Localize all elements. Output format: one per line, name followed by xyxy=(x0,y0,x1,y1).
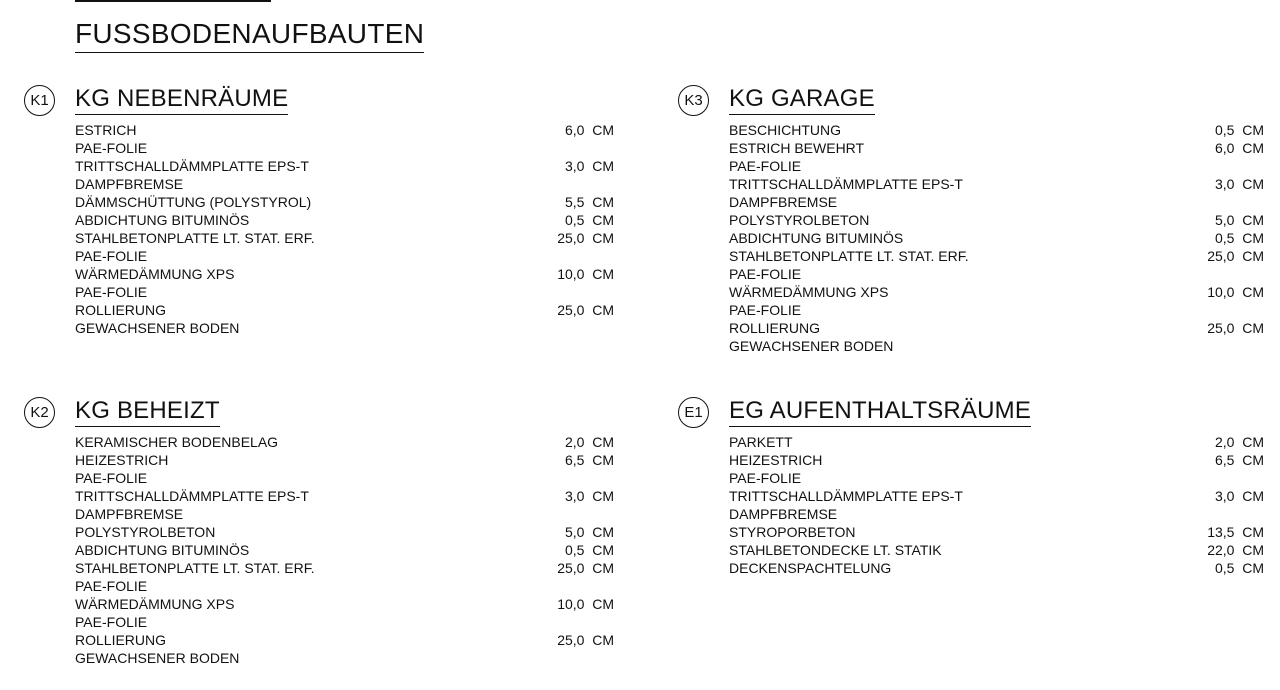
layer-name: PAE-FOLIE xyxy=(75,614,148,630)
layer-row xyxy=(75,157,614,175)
layer-row xyxy=(75,631,614,649)
layer-row xyxy=(75,121,614,139)
layer-name: WÄRMEDÄMMUNG XPS xyxy=(75,266,235,282)
layer-name: DECKENSPACHTELUNG xyxy=(729,560,892,576)
layer-name: ABDICHTUNG BITUMINÖS xyxy=(75,212,250,228)
layer-row xyxy=(729,283,1264,301)
layer-row xyxy=(75,193,614,211)
layer-thickness: 25,0 CM xyxy=(557,302,614,318)
layer-row xyxy=(729,265,1264,283)
layer-list xyxy=(75,433,614,667)
layer-row xyxy=(729,523,1264,541)
layer-name: PARKETT xyxy=(729,434,793,450)
layer-name: PAE-FOLIE xyxy=(75,140,148,156)
layer-thickness: 6,0 CM xyxy=(1214,140,1264,156)
layer-name: GEWACHSENER BODEN xyxy=(75,320,240,336)
layer-row xyxy=(729,487,1264,505)
layer-row xyxy=(729,505,1264,523)
section-header xyxy=(24,397,614,431)
layer-name: STAHLBETONPLATTE LT. STAT. ERF. xyxy=(75,560,315,576)
layer-row xyxy=(729,157,1264,175)
section-header xyxy=(678,397,1264,431)
layer-thickness: 5,0 CM xyxy=(564,524,614,540)
layer-name: DAMPFBREMSE xyxy=(75,176,184,192)
layer-row xyxy=(729,247,1264,265)
layer-name: POLYSTYROLBETON xyxy=(75,524,216,540)
layer-row xyxy=(75,433,614,451)
layer-row xyxy=(729,193,1264,211)
layer-name: GEWACHSENER BODEN xyxy=(729,338,894,354)
section-badge: E1 xyxy=(678,397,709,428)
layer-row xyxy=(75,301,614,319)
layer-name: ABDICHTUNG BITUMINÖS xyxy=(729,230,904,246)
section-title: EG AUFENTHALTSRÄUME xyxy=(729,397,1031,427)
layer-thickness: 6,5 CM xyxy=(564,452,614,468)
layer-row xyxy=(75,175,614,193)
layer-name: STAHLBETONPLATTE LT. STAT. ERF. xyxy=(729,248,969,264)
layer-thickness: 0,5 CM xyxy=(1214,122,1264,138)
layer-thickness: 25,0 CM xyxy=(557,230,614,246)
layer-name: HEIZESTRICH xyxy=(729,452,823,468)
section-title: KG BEHEIZT xyxy=(75,397,220,427)
layer-thickness: 0,5 CM xyxy=(564,212,614,228)
layer-row xyxy=(75,541,614,559)
layer-row xyxy=(729,301,1264,319)
layer-name: HEIZESTRICH xyxy=(75,452,169,468)
section-k3 xyxy=(678,85,1264,355)
layer-name: WÄRMEDÄMMUNG XPS xyxy=(729,284,889,300)
layer-row xyxy=(729,451,1264,469)
layer-name: DAMPFBREMSE xyxy=(729,194,838,210)
layer-thickness: 6,0 CM xyxy=(564,122,614,138)
layer-name: PAE-FOLIE xyxy=(729,158,802,174)
section-badge: K2 xyxy=(24,397,55,428)
page-title: FUSSBODENAUFBAUTEN xyxy=(75,18,424,53)
section-k1 xyxy=(24,85,614,337)
layer-name: PAE-FOLIE xyxy=(729,470,802,486)
layer-row xyxy=(75,247,614,265)
layer-thickness: 22,0 CM xyxy=(1207,542,1264,558)
layer-row xyxy=(729,433,1264,451)
layer-name: WÄRMEDÄMMUNG XPS xyxy=(75,596,235,612)
layer-name: TRITTSCHALLDÄMMPLATTE EPS-T xyxy=(729,176,963,192)
layer-thickness: 13,5 CM xyxy=(1207,524,1264,540)
layer-name: ROLLIERUNG xyxy=(75,632,167,648)
layer-thickness: 25,0 CM xyxy=(557,560,614,576)
layer-name: ESTRICH BEWEHRT xyxy=(729,140,865,156)
layer-thickness: 6,5 CM xyxy=(1214,452,1264,468)
layer-name: BESCHICHTUNG xyxy=(729,122,842,138)
top-rule xyxy=(75,0,271,2)
layer-row xyxy=(75,451,614,469)
layer-thickness: 25,0 CM xyxy=(1207,320,1264,336)
layer-row xyxy=(75,265,614,283)
layer-name: TRITTSCHALLDÄMMPLATTE EPS-T xyxy=(729,488,963,504)
layer-row xyxy=(75,523,614,541)
layer-name: DAMPFBREMSE xyxy=(75,506,184,522)
layer-name: DAMPFBREMSE xyxy=(729,506,838,522)
layer-row xyxy=(75,469,614,487)
layer-thickness: 2,0 CM xyxy=(564,434,614,450)
layer-row xyxy=(729,175,1264,193)
layer-name: PAE-FOLIE xyxy=(729,266,802,282)
layer-thickness: 0,5 CM xyxy=(1214,230,1264,246)
layer-row xyxy=(729,559,1264,577)
layer-thickness: 3,0 CM xyxy=(1214,176,1264,192)
layer-row xyxy=(729,139,1264,157)
layer-list xyxy=(75,121,614,337)
layer-thickness: 25,0 CM xyxy=(557,632,614,648)
layer-name: STYROPORBETON xyxy=(729,524,856,540)
layer-name: GEWACHSENER BODEN xyxy=(75,650,240,666)
layer-row xyxy=(729,337,1264,355)
section-badge: K3 xyxy=(678,85,709,116)
layer-list xyxy=(729,121,1264,355)
section-k2 xyxy=(24,397,614,667)
section-badge: K1 xyxy=(24,85,55,116)
layer-name: DÄMMSCHÜTTUNG (POLYSTYROL) xyxy=(75,194,312,210)
layer-row xyxy=(729,319,1264,337)
layer-thickness: 0,5 CM xyxy=(1214,560,1264,576)
layer-name: PAE-FOLIE xyxy=(75,284,148,300)
layer-row xyxy=(729,121,1264,139)
layer-name: ESTRICH xyxy=(75,122,137,138)
layer-row xyxy=(75,505,614,523)
layer-row xyxy=(75,595,614,613)
layer-name: POLYSTYROLBETON xyxy=(729,212,870,228)
layer-name: ROLLIERUNG xyxy=(729,320,821,336)
layer-name: PAE-FOLIE xyxy=(75,248,148,264)
section-e1 xyxy=(678,397,1264,577)
layer-list xyxy=(729,433,1264,577)
layer-name: STAHLBETONDECKE LT. STATIK xyxy=(729,542,942,558)
layer-thickness: 10,0 CM xyxy=(557,596,614,612)
section-title: KG GARAGE xyxy=(729,85,875,115)
section-header xyxy=(678,85,1264,119)
layer-row xyxy=(75,487,614,505)
layer-thickness: 25,0 CM xyxy=(1207,248,1264,264)
section-header xyxy=(24,85,614,119)
layer-thickness: 0,5 CM xyxy=(564,542,614,558)
layer-row xyxy=(75,613,614,631)
layer-thickness: 10,0 CM xyxy=(557,266,614,282)
layer-thickness: 3,0 CM xyxy=(564,158,614,174)
layer-name: KERAMISCHER BODENBELAG xyxy=(75,434,279,450)
layer-thickness: 2,0 CM xyxy=(1214,434,1264,450)
layer-row xyxy=(729,469,1264,487)
layer-row xyxy=(75,649,614,667)
layer-row xyxy=(75,211,614,229)
layer-name: TRITTSCHALLDÄMMPLATTE EPS-T xyxy=(75,158,309,174)
layer-thickness: 3,0 CM xyxy=(564,488,614,504)
layer-thickness: 5,0 CM xyxy=(1214,212,1264,228)
layer-thickness: 5,5 CM xyxy=(564,194,614,210)
layer-row xyxy=(75,139,614,157)
layer-name: PAE-FOLIE xyxy=(75,578,148,594)
layer-row xyxy=(75,559,614,577)
layer-row xyxy=(75,577,614,595)
layer-row xyxy=(75,319,614,337)
layer-row xyxy=(729,229,1264,247)
layer-row xyxy=(75,283,614,301)
layer-row xyxy=(729,541,1264,559)
section-title: KG NEBENRÄUME xyxy=(75,85,288,115)
layer-name: ROLLIERUNG xyxy=(75,302,167,318)
layer-thickness: 3,0 CM xyxy=(1214,488,1264,504)
layer-row xyxy=(75,229,614,247)
layer-name: PAE-FOLIE xyxy=(729,302,802,318)
layer-name: PAE-FOLIE xyxy=(75,470,148,486)
layer-name: ABDICHTUNG BITUMINÖS xyxy=(75,542,250,558)
layer-row xyxy=(729,211,1264,229)
layer-thickness: 10,0 CM xyxy=(1207,284,1264,300)
layer-name: TRITTSCHALLDÄMMPLATTE EPS-T xyxy=(75,488,309,504)
layer-name: STAHLBETONPLATTE LT. STAT. ERF. xyxy=(75,230,315,246)
